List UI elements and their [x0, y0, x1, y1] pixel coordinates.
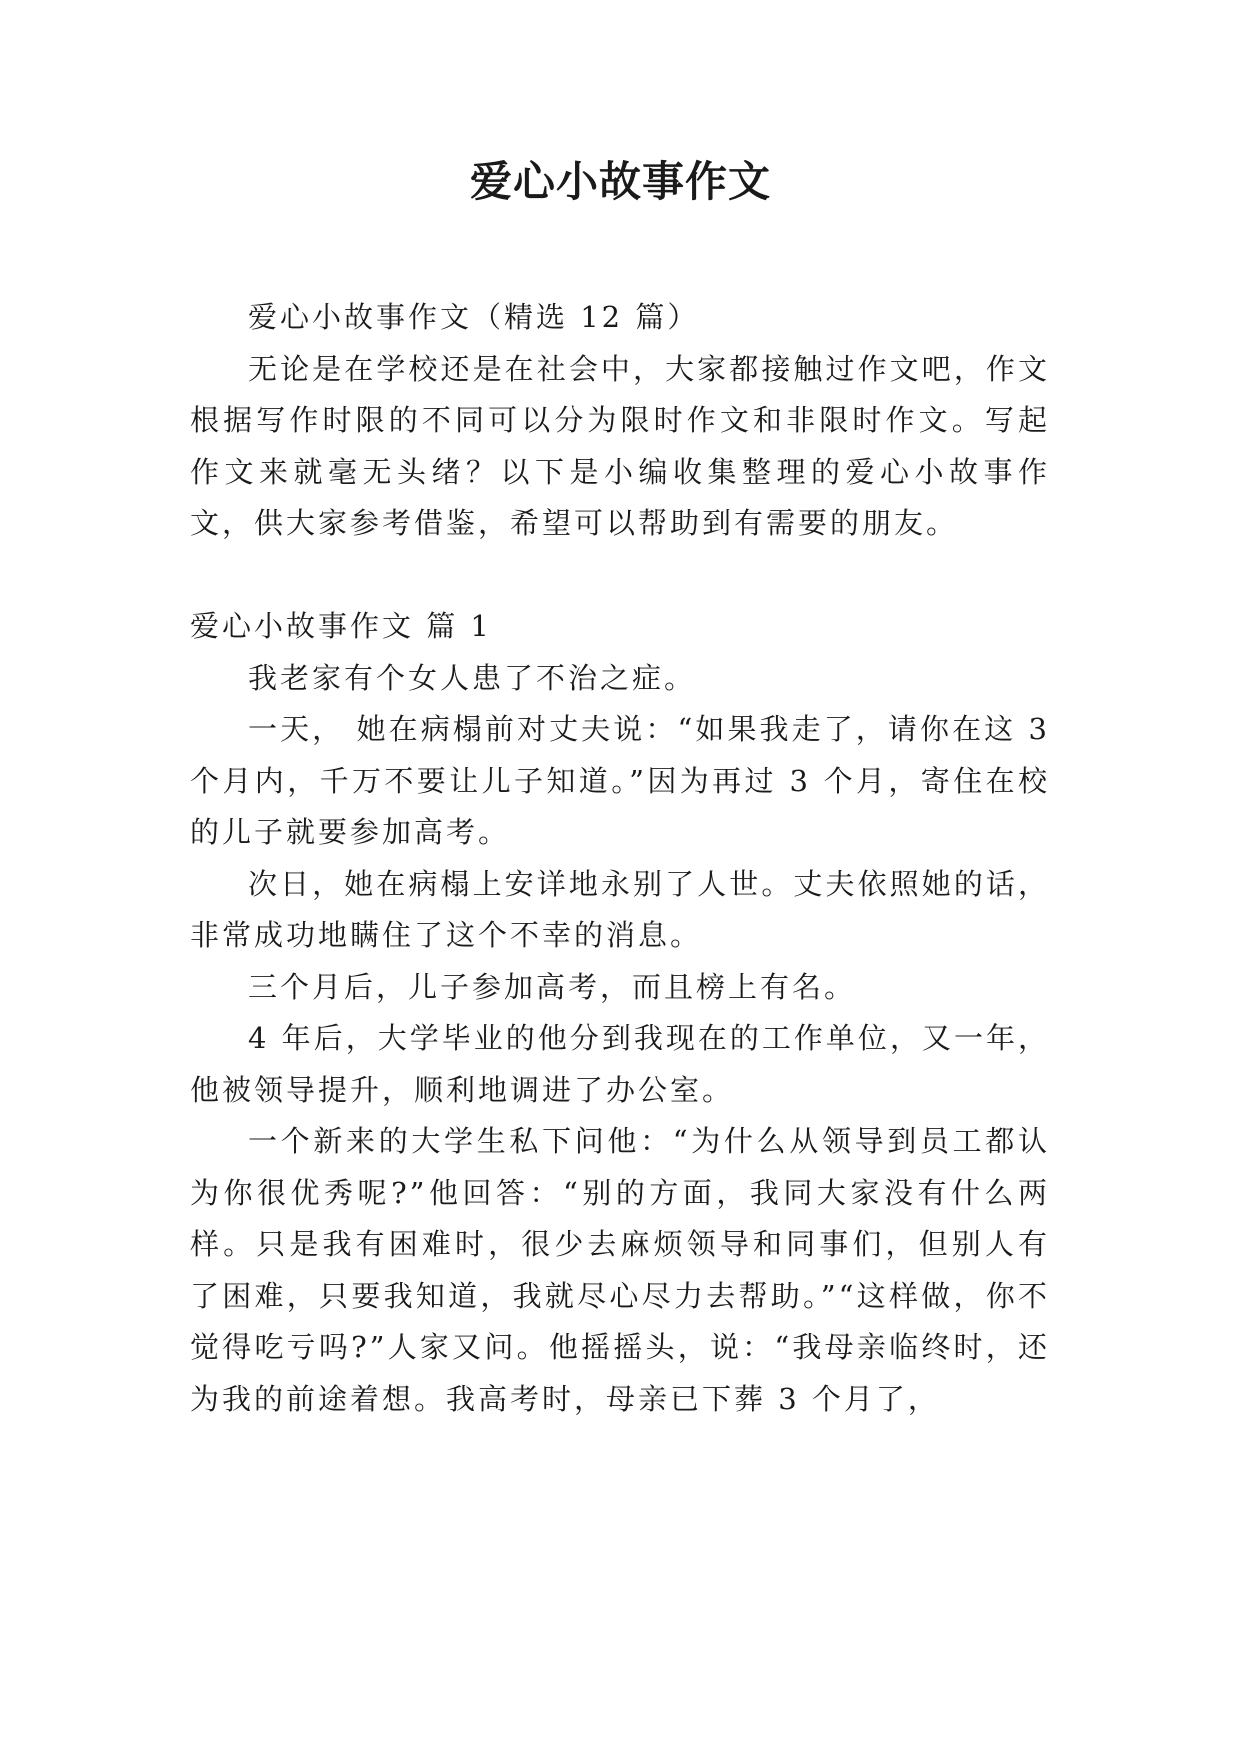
story-paragraph-6: 一个新来的大学生私下问他：“为什么从领导到员工都认为你很优秀呢?”他回答：“别的方面，我同大家没有什么两样。只是我有困难时，很少去麻烦领导和同事们，但别人有了困难，只要我知道，我就尽心尽力去帮助。”“这样做，你不觉得吃亏吗?”人家又问。他摇摇头，说：“我母亲临终时，还为我的前途着想。我高考时，母亲已下葬 3 个月了， — [190, 1124, 1050, 1416]
story-paragraph-5: 4 年后，大学毕业的他分到我现在的工作单位，又一年，他被领导提升，顺利地调进了办公室。 — [190, 1021, 1050, 1107]
document-body — [190, 292, 1050, 1425]
story-paragraph-2: 一天， 她在病榻前对丈夫说：“如果我走了，请你在这 3 个月内，千万不要让儿子知道。”因为再过 3 个月，寄住在校的儿子就要参加高考。 — [190, 712, 1050, 849]
section-spacer — [190, 550, 1050, 602]
section-heading-1: 爱心小故事作文 篇 1 — [190, 609, 492, 643]
document-title: 爱心小故事作文 — [469, 157, 771, 206]
document-subtitle: 爱心小故事作文（精选 12 篇） — [248, 300, 700, 334]
story-paragraph-1: 我老家有个女人患了不治之症。 — [248, 660, 697, 695]
story-paragraph-3: 次日，她在病榻上安详地永别了人世。丈夫依照她的话，非常成功地瞒住了这个不幸的消息。 — [190, 866, 1050, 952]
intro-paragraph: 无论是在学校还是在社会中，大家都接触过作文吧，作文根据写作时限的不同可以分为限时作文和非限时作文。写起作文来就毫无头绪？以下是小编收集整理的爱心小故事作文，供大家参考借鉴，希望可以帮助到有需要的朋友。 — [190, 351, 1050, 540]
story-paragraph-4: 三个月后，儿子参加高考，而且榜上有名。 — [248, 969, 857, 1004]
